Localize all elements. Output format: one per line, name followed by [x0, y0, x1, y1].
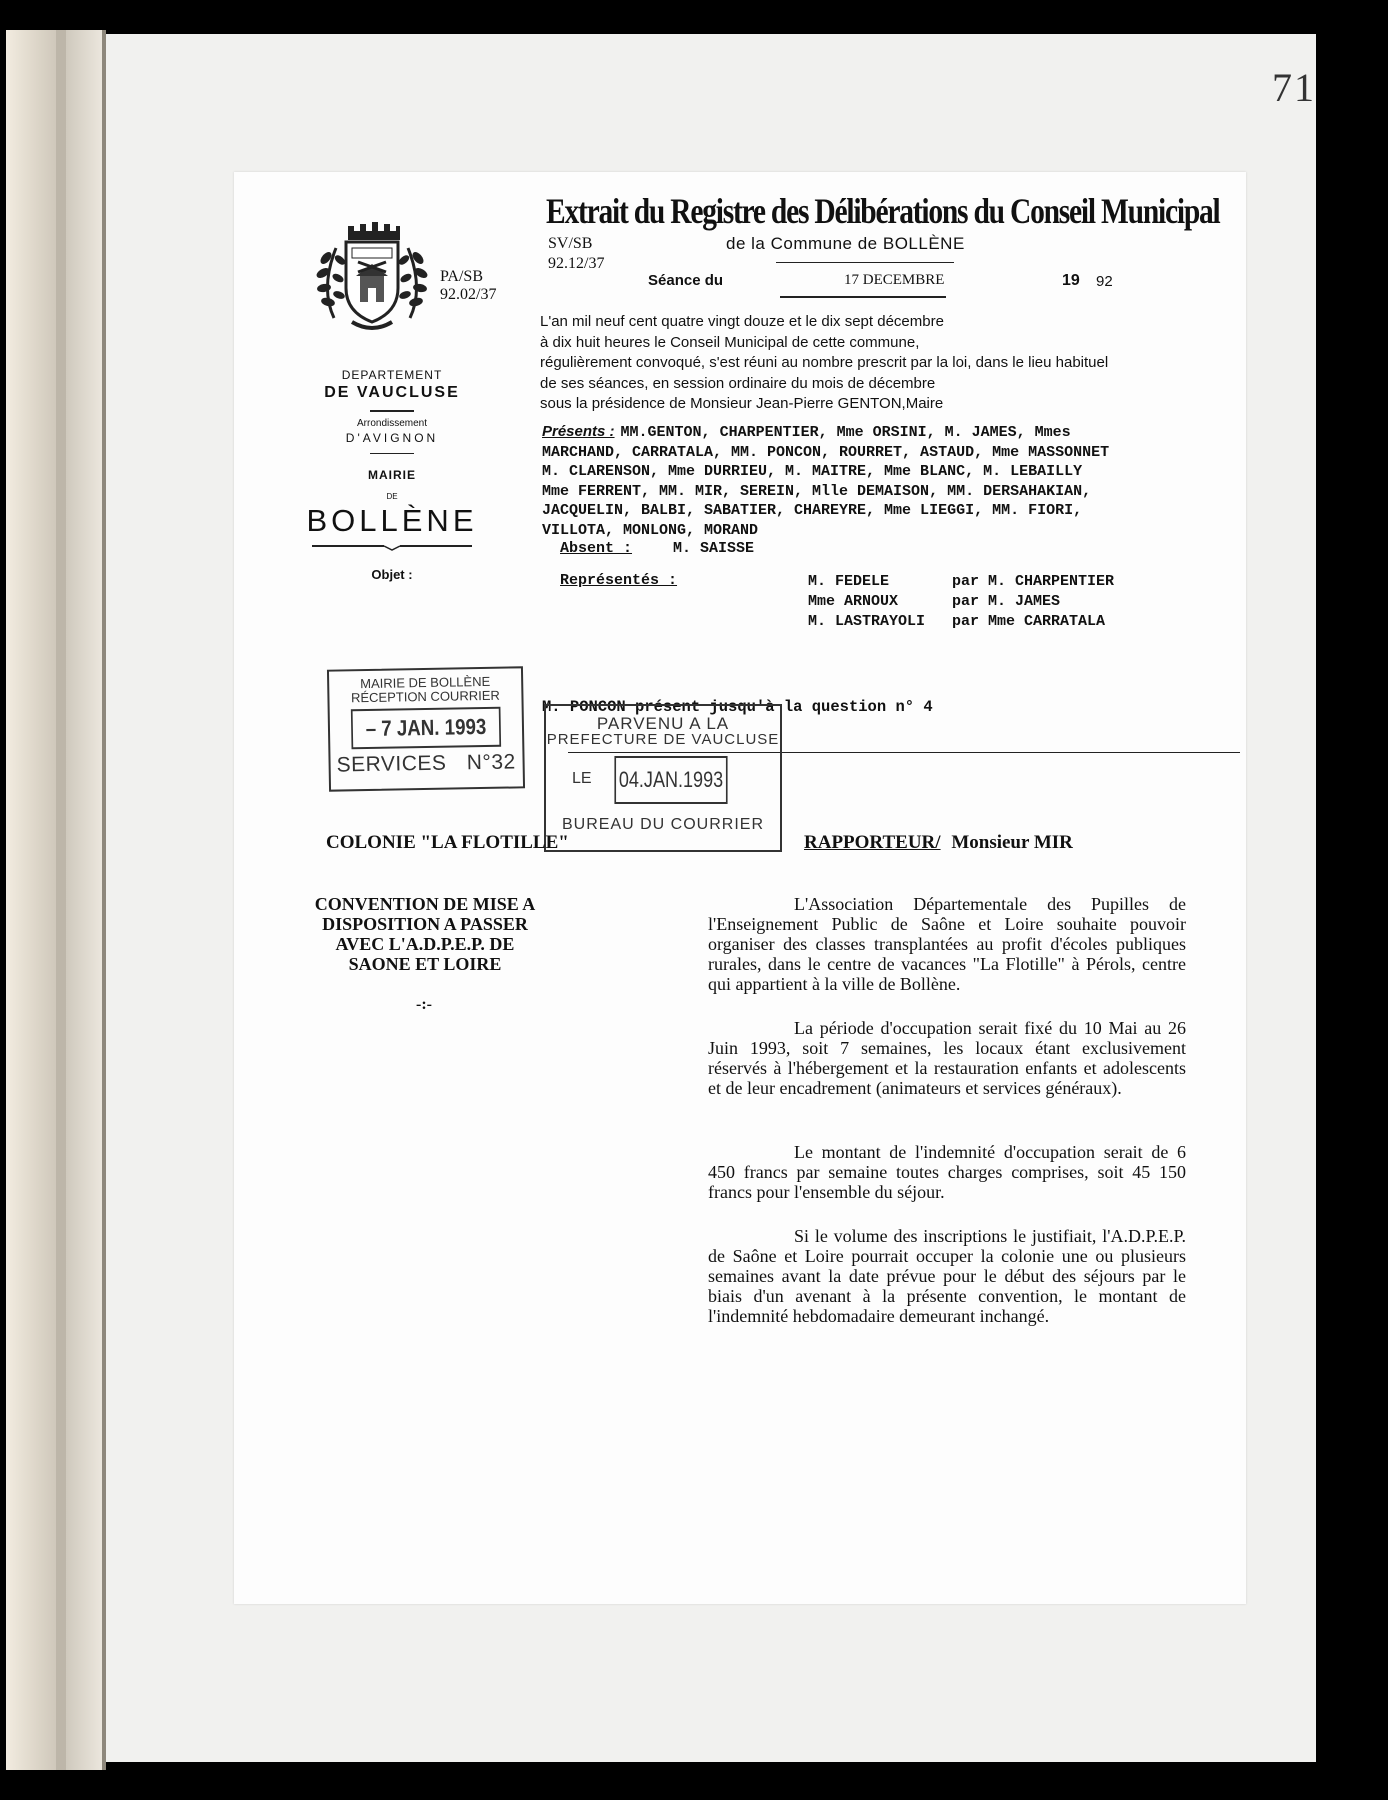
- poncon-note: M. PONCON présent jusqu'à la question n° 4: [542, 698, 933, 716]
- ref-pa: [440, 268, 496, 304]
- rapporteur-label: RAPPORTEUR/: [804, 832, 941, 853]
- header-rule: [776, 262, 954, 263]
- represented-members: [808, 572, 925, 632]
- intro-line: sous la présidence de Monsieur Jean-Pierre GENTON,Maire: [540, 395, 944, 412]
- paragraph-text: L'Association Départementale des Pupilles de l'Enseignement Public de Saône et Loire souhaite pouvoir organiser des classes transplantées au profit d'écoles publiques rurales, dans le centre de vacances "La Flotille" à Pérols, centre qui appartient à la ville de Bollène.: [708, 894, 1186, 994]
- presents-line: VILLOTA, MONLONG, MORAND: [542, 521, 759, 539]
- represented-proxy: par M. JAMES: [952, 593, 1061, 610]
- town-name: BOLLÈNE: [306, 503, 478, 538]
- stamp-prefecture-line3: BUREAU DU COURRIER: [561, 816, 764, 833]
- presents-line: MM.GENTON, CHARPENTIER, Mme ORSINI, M. JAMES, Mmes: [620, 424, 1071, 441]
- seance-date: 17 DECEMBRE: [844, 272, 945, 288]
- represented-proxy: par M. CHARPENTIER: [952, 573, 1115, 590]
- presents-line: Mme FERRENT, MM. MIR, SEREIN, Mlle DEMAISON, MM. DERSAHAKIAN,: [542, 482, 1092, 500]
- intro-line: de ses séances, en session ordinaire du mois de décembre: [540, 374, 936, 392]
- divider: [370, 453, 414, 454]
- book-edge-shadow: [56, 30, 66, 1770]
- presents-line: JACQUELIN, BALBI, SABATIER, CHAREYRE, Mme LIEGGI, MM. FIORI,: [542, 502, 1083, 519]
- represented-member: Mme ARNOUX: [808, 593, 899, 610]
- colonie-title: COLONIE "LA FLOTILLE": [326, 832, 569, 853]
- paragraph-text: Le montant de l'indemnité d'occupation serait de 6 450 francs par semaine toutes charges comprises, soit 45 150 francs pour l'ensemble du séjour.: [708, 1142, 1186, 1202]
- seance-year-prefix: 19: [1062, 272, 1080, 289]
- stamp-prefecture-line2: PREFECTURE DE VAUCLUSE: [546, 731, 780, 748]
- presents-line: MARCHAND, CARRATALA, MM. PONCON, ROURRET, ASTAUD, Mme MASSONNET: [542, 443, 1110, 461]
- crest-icon: [312, 218, 432, 338]
- departement-label: DEPARTEMENT: [341, 368, 443, 382]
- town-crest: [312, 218, 432, 338]
- departement-name: DE VAUCLUSE: [324, 384, 460, 401]
- rapporteur-line: [804, 832, 1073, 854]
- mairie-label: MAIRIE: [368, 468, 416, 482]
- seance-rule: [780, 296, 946, 298]
- separator: -:-: [416, 996, 432, 1013]
- stamp-prefecture-line1: PARVENU A LA: [596, 714, 730, 733]
- divider: [370, 410, 414, 412]
- presents-label: Présents :: [542, 423, 615, 440]
- intro-line: L'an mil neuf cent quatre vingt douze et le dix sept décembre: [540, 313, 944, 330]
- ref-pa-number: 92.02/37: [440, 286, 497, 303]
- arrondissement-label: Arrondissement: [356, 418, 428, 429]
- stamp-services-label: SERVICES: [336, 751, 447, 777]
- paragraph-text: Si le volume des inscriptions le justifiait, l'A.D.P.E.P. de Saône et Loire pourrait occuper la colonie une ou plusieurs semaines avant la date prévue pour le début des séjours par le biais d'un avenant à la présente convention, le montant de l'indemnité hebdomadaire demeurant inchangé.: [708, 1226, 1186, 1326]
- paragraph-text: La période d'occupation serait fixé du 10 Mai au 26 Juin 1993, soit 7 semaines, les locaux étant exclusivement réservés à l'hébergement et la restauration enfants et adolescents et de leur encadrement (animateurs et services généraux).: [708, 1018, 1186, 1098]
- seance-year-suffix: 92: [1096, 273, 1113, 290]
- stamp-mairie-date: – 7 JAN. 1993: [351, 707, 501, 750]
- stamp-mairie-line1: MAIRIE DE BOLLÈNE: [360, 673, 491, 692]
- represented-member: M. FEDELE: [808, 573, 890, 590]
- seance-label: Séance du: [648, 272, 724, 289]
- paragraph-4: [708, 1226, 1186, 1326]
- represented-label: Représentés :: [560, 572, 678, 589]
- ref-sv-code: SV/SB: [548, 235, 593, 252]
- page-number: 71: [1272, 65, 1316, 110]
- paragraph-3: [708, 1142, 1186, 1202]
- commune-line: de la Commune de BOLLÈNE: [726, 234, 965, 253]
- objet-label: Objet :: [371, 567, 413, 582]
- mairie-reception-stamp: [327, 666, 525, 791]
- ref-sv: [548, 234, 604, 274]
- intro-text: [540, 312, 1108, 415]
- ref-pa-code: PA/SB: [440, 268, 483, 285]
- administration-block: [292, 368, 492, 582]
- arrondissement-name: D'AVIGNON: [345, 431, 439, 445]
- ornament-divider: [312, 542, 472, 552]
- represented-proxy: par Mme CARRATALA: [952, 613, 1106, 630]
- stamp-prefecture-le: LE: [572, 770, 592, 787]
- presents-line: M. CLARENSON, Mme DURRIEU, M. MAITRE, Mme BLANC, M. LEBAILLY: [542, 463, 1083, 480]
- book-edge: [6, 30, 56, 1770]
- document-title: Extrait du Registre des Délibérations du Conseil Municipal: [546, 191, 1220, 231]
- paragraph-1: [708, 894, 1186, 994]
- ref-sv-number: 92.12/37: [548, 255, 605, 272]
- absent-value: M. SAISSE: [673, 540, 755, 557]
- convention-title: CONVENTION DE MISE A DISPOSITION A PASSER AVEC L'A.D.P.E.P. DE SAONE ET LOIRE: [314, 894, 536, 974]
- book-edge-inner: [66, 30, 102, 1770]
- presents-block: [542, 422, 1109, 540]
- paragraph-2: [708, 1018, 1186, 1098]
- intro-line: régulièrement convoqué, s'est réuni au nombre prescrit par la loi, dans le lieu habituel: [540, 354, 1109, 371]
- represented-member: M. LASTRAYOLI: [808, 613, 926, 630]
- stamp-mairie-line2: RÉCEPTION COURRIER: [350, 687, 500, 706]
- de-label: DE: [386, 492, 398, 501]
- represented-proxies: [952, 572, 1114, 632]
- stamp-prefecture-date: 04.JAN.1993: [614, 756, 727, 804]
- absent-row: [560, 540, 754, 557]
- prefecture-stamp: [544, 704, 782, 852]
- intro-line: à dix huit heures le Conseil Municipal de cette commune,: [540, 333, 920, 351]
- deliberation-sheet: [234, 172, 1246, 1604]
- stamp-services-number: N°32: [466, 750, 516, 775]
- rapporteur-name: Monsieur MIR: [951, 832, 1073, 853]
- absent-label: Absent :: [560, 540, 633, 557]
- stamp-mairie-services: [336, 750, 515, 777]
